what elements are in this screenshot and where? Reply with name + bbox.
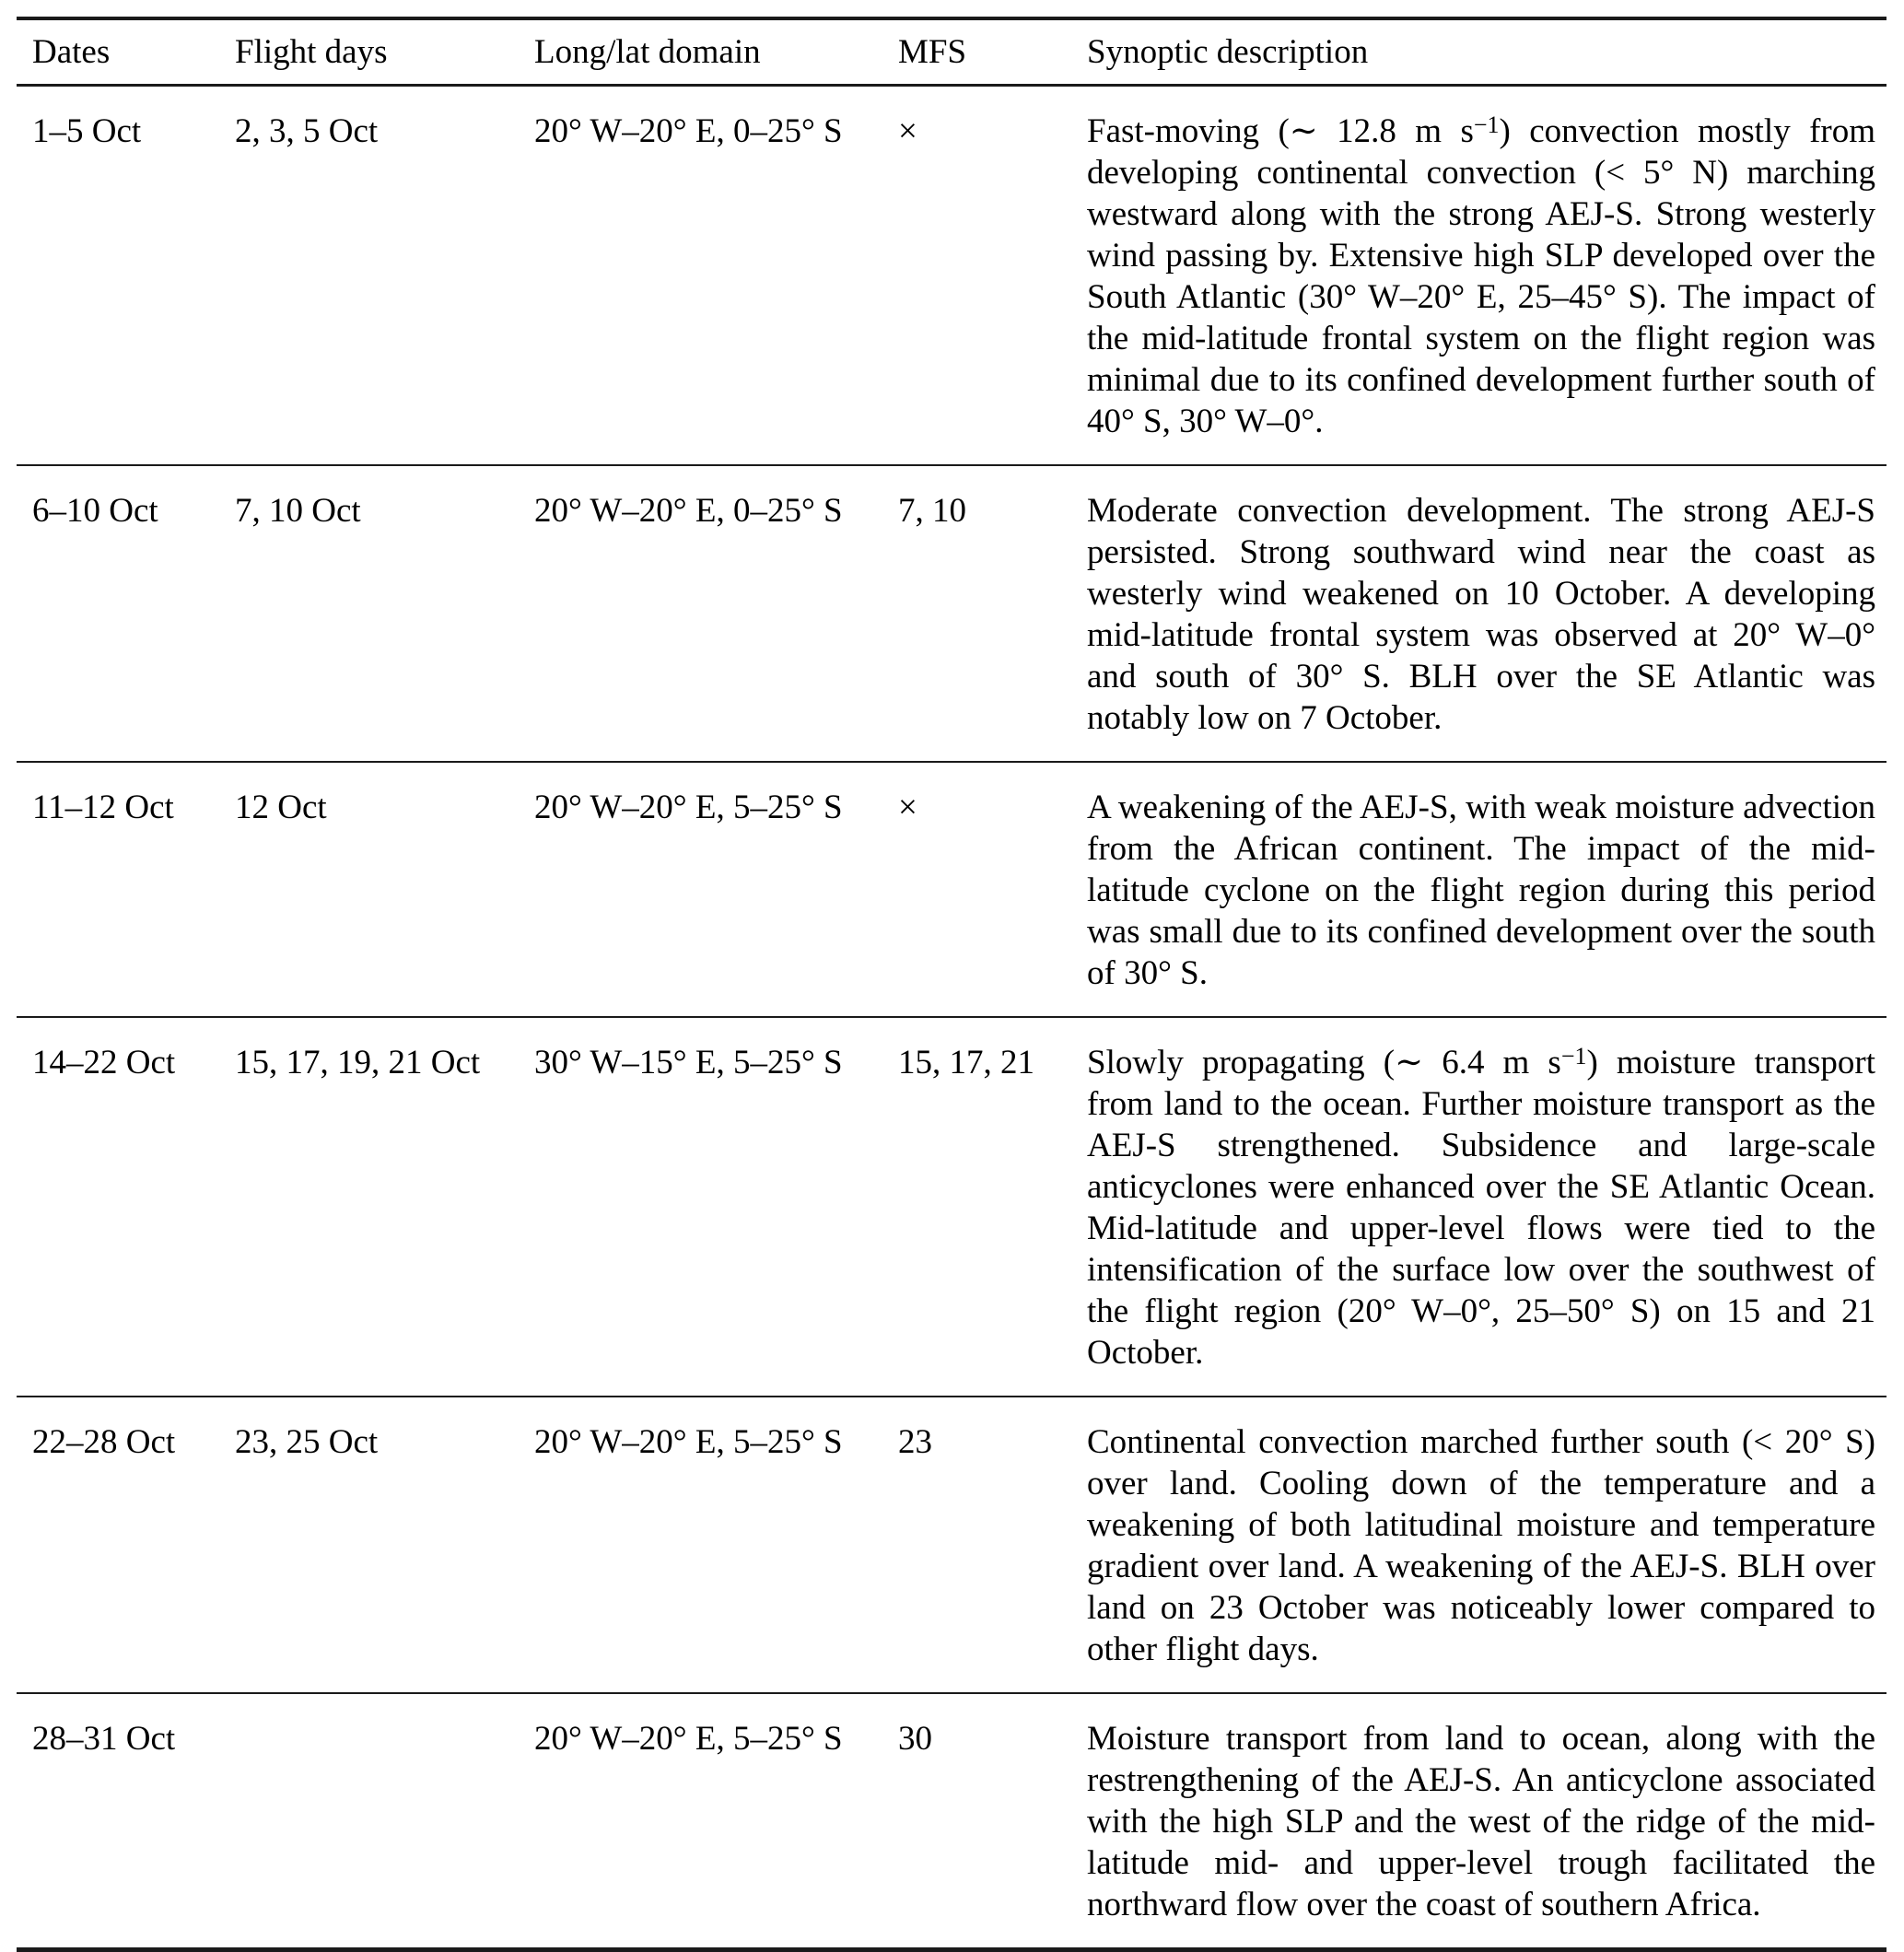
flight-days-cell: 7, 10 Oct [235, 492, 361, 530]
dates-cell: 22–28 Oct [32, 1423, 176, 1461]
dates-cell: 28–31 Oct [32, 1720, 176, 1758]
domain-cell: 20° W–20° E, 5–25° S [534, 1720, 843, 1758]
dates-cell: 1–5 Oct [32, 112, 142, 150]
dates-cell: 6–10 Oct [32, 492, 158, 530]
description-cell: Moisture transport from land to ocean, along with the restrengthening of the AEJ-S. An anticyclone associated with the high SLP and the west of the ridge of the mid-latitude mid- and upper-level trough facilitated the northward flow over the coast of southern Africa. [1087, 1720, 1875, 1923]
table-row [17, 762, 1886, 1017]
mfs-cell: 7, 10 [898, 492, 966, 530]
dates-cell: 14–22 Oct [32, 1044, 176, 1081]
domain-cell: 20° W–20° E, 0–25° S [534, 112, 843, 150]
table-row [17, 1693, 1886, 1950]
description-cell: A weakening of the AEJ-S, with weak moisture advection from the African continent. The impact of the mid-latitude cyclone on the flight region during this period was small due to its confined development over the south of 30° S. [1087, 789, 1875, 992]
flight-days-cell [219, 1693, 519, 1950]
table-row [17, 1397, 1886, 1693]
mfs-cell: 30 [898, 1720, 932, 1758]
mfs-cell: 23 [898, 1423, 932, 1461]
flight-days-cell: 23, 25 Oct [235, 1423, 379, 1461]
description-cell: Continental convection marched further south (< 20° S) over land. Cooling down of the temperature and a weakening of both latitudinal moisture and temperature gradient over land. A weakening of the AEJ-S. BLH over land on 23 October was noticeably lower compared to other flight days. [1087, 1423, 1875, 1668]
domain-cell: 20° W–20° E, 5–25° S [534, 1423, 843, 1461]
flight-days-cell: 12 Oct [235, 789, 327, 826]
col-header-description: Synoptic description [1071, 18, 1886, 86]
synoptic-table-wrap [17, 17, 1886, 1952]
col-header-mfs: MFS [882, 18, 1071, 86]
mfs-cell: × [898, 789, 917, 826]
flight-days-cell: 15, 17, 19, 21 Oct [235, 1044, 481, 1081]
mfs-cell: × [898, 112, 917, 150]
col-header-dates: Dates [17, 18, 219, 86]
synoptic-table [17, 17, 1886, 1952]
header-row [17, 18, 1886, 86]
flight-days-cell: 2, 3, 5 Oct [235, 112, 379, 150]
description-cell: Fast-moving (∼ 12.8 m $s^{-1}$) convection mostly from developing continental convection (< 5° N) marching westward along with the strong AEJ-S. Strong westerly wind passing by. Extensive high SLP developed over the South Atlantic (30° W–20° E, 25–45° S). The impact of the mid-latitude frontal system on the flight region was minimal due to its confined development further south of 40° S, 30° W–0°. [1087, 111, 1875, 440]
description-cell: Moderate convection development. The strong AEJ-S persisted. Strong southward wind near the coast as westerly wind weakened on 10 October. A developing mid-latitude frontal system was observed at 20° W–0° and south of 30° S. BLH over the SE Atlantic was notably low on 7 October. [1087, 492, 1875, 737]
table-row [17, 465, 1886, 762]
dates-cell: 11–12 Oct [32, 789, 174, 826]
mfs-cell: 15, 17, 21 [898, 1044, 1034, 1081]
domain-cell: 20° W–20° E, 5–25° S [534, 789, 843, 826]
table-row [17, 1017, 1886, 1397]
domain-cell: 20° W–20° E, 0–25° S [534, 492, 843, 530]
table-row [17, 86, 1886, 466]
description-cell: Slowly propagating (∼ 6.4 m $s^{-1}$) moisture transport from land to the ocean. Further moisture transport as the AEJ-S strengthened. Subsidence and large-scale anticyclones were enhanced over the SE Atlantic Ocean. Mid-latitude and upper-level flows were tied to the intensification of the surface low over the southwest of the flight region (20° W–0°, 25–50° S) on 15 and 21 October. [1087, 1043, 1875, 1372]
col-header-flight-days: Flight days [219, 18, 519, 86]
domain-cell: 30° W–15° E, 5–25° S [534, 1044, 843, 1081]
col-header-domain: Long/lat domain [519, 18, 882, 86]
